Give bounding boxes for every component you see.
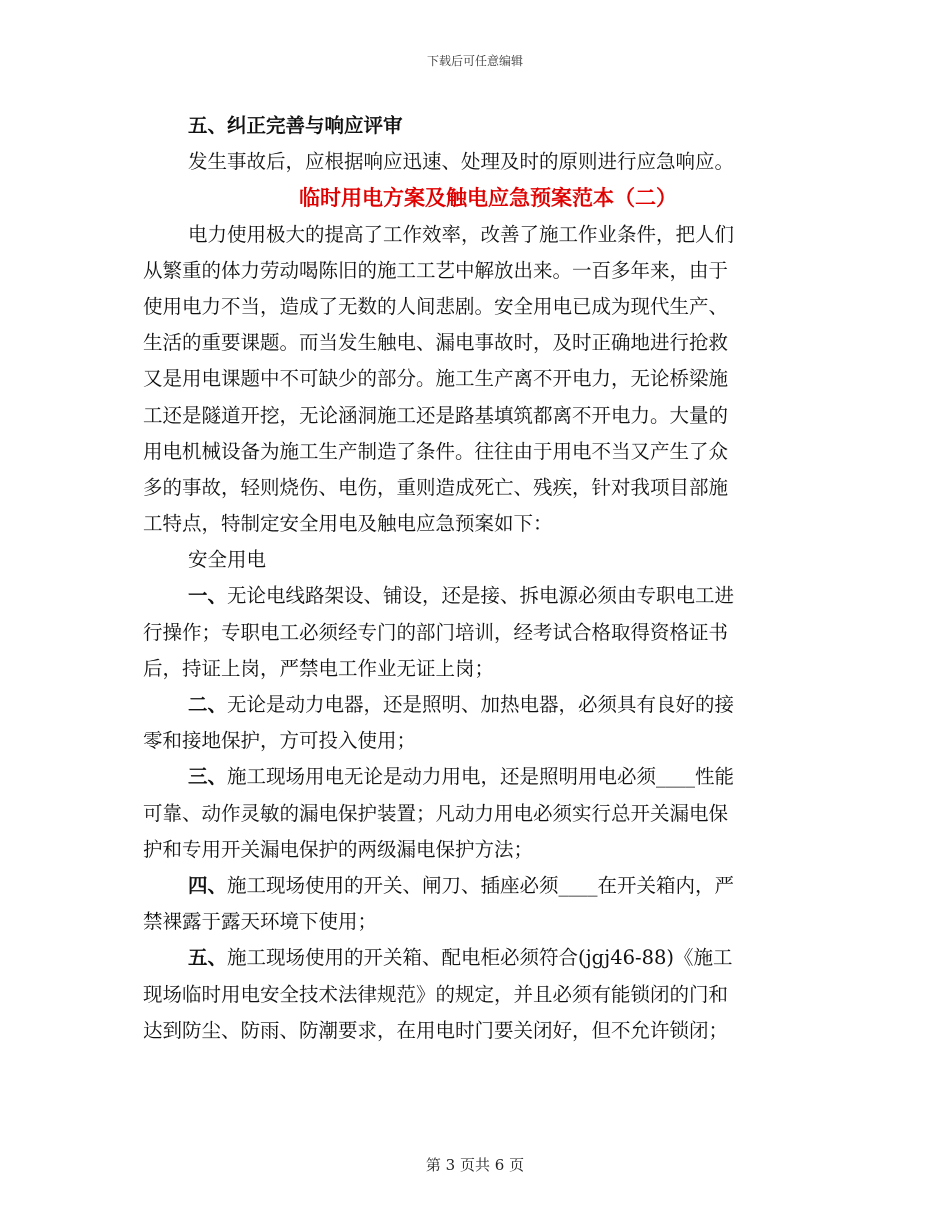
paragraph-line: 从繁重的体力劳动喝陈旧的施工工艺中解放出来。一百多年来，由于 — [143, 258, 729, 282]
item-text: 无论电线路架设、铺设，还是接、拆电源必须由专职电工进 — [227, 584, 735, 608]
paragraph-line: 多的事故，轻则烧伤、电伤，重则造成死亡、残疾，针对我项目部施 — [143, 475, 729, 499]
paragraph-line: 工还是隧道开挖，无论涵洞施工还是路基填筑都离不开电力。大量的 — [143, 403, 729, 427]
list-item — [143, 868, 803, 904]
paragraph-line: 工特点，特制定安全用电及触电应急预案如下： — [143, 512, 553, 536]
paragraph-line: 可靠、动作灵敏的漏电保护装置；凡动力用电必须实行总开关漏电保 — [143, 801, 729, 825]
paragraph-line: 用电机械设备为施工生产制造了条件。往往由于用电不当又产生了众 — [143, 439, 729, 463]
paragraph-line: 行操作；专职电工必须经专门的部门培训，经考试合格取得资格证书 — [143, 620, 729, 644]
item-number: 五、 — [188, 946, 228, 970]
paragraph-line: 电力使用极大的提高了工作效率，改善了施工作业条件，把人们 — [188, 222, 735, 246]
item-number: 四、 — [188, 873, 228, 897]
item-text: 施工现场用电无论是动力用电，还是照明用电必须____性能 — [227, 765, 735, 789]
paragraph-line: 护和专用开关漏电保护的两级漏电保护方法； — [143, 837, 534, 861]
item-text: 施工现场使用的开关、闸刀、插座必须____在开关箱内，严 — [227, 873, 735, 897]
item-number: 三、 — [188, 765, 228, 789]
paragraph-line: 生活的重要课题。而当发生触电、漏电事故时，及时正确地进行抢救 — [143, 331, 729, 355]
paragraph-line: 现场临时用电安全技术法律规范》的规定，并且必须有能锁闭的门和 — [143, 982, 729, 1006]
page-footer: 第 3 页共 6 页 — [425, 1156, 525, 1174]
list-item — [143, 578, 803, 614]
paragraph-line: 禁裸露于露天环境下使用； — [143, 910, 378, 934]
item-number: 二、 — [188, 693, 228, 716]
list-item — [143, 687, 803, 723]
paragraph-line: 后，持证上岗，严禁电工作业无证上岗； — [143, 656, 495, 680]
page-header: 下载后可任意编辑 — [426, 54, 523, 68]
section-heading: 五、纠正完善与响应评审 — [188, 114, 403, 137]
item-text: 施工现场使用的开关箱、配电柜必须符合(jgj46-88)《施工 — [227, 946, 733, 970]
item-text: 无论是动力电器，还是照明、加热电器，必须具有良好的接 — [227, 693, 735, 716]
paragraph-line: 达到防尘、防雨、防潮要求，在用电时门要关闭好，但不允许锁闭； — [143, 1018, 729, 1042]
list-item — [143, 940, 803, 976]
document-title: 临时用电方案及触电应急预案范本（二） — [299, 185, 677, 211]
list-item — [143, 759, 803, 795]
paragraph-line: 发生事故后，应根据响应迅速、处理及时的原则进行应急响应。 — [188, 150, 735, 174]
paragraph-line: 使用电力不当，造成了无数的人间悲剧。安全用电已成为现代生产、 — [143, 294, 729, 318]
paragraph-line: 零和接地保护，方可投入使用； — [143, 729, 417, 753]
document-body — [143, 108, 803, 1049]
item-number: 一、 — [188, 584, 228, 608]
subheading: 安全用电 — [188, 548, 267, 572]
paragraph-line: 又是用电课题中不可缺少的部分。施工生产离不开电力，无论桥梁施 — [143, 367, 729, 391]
